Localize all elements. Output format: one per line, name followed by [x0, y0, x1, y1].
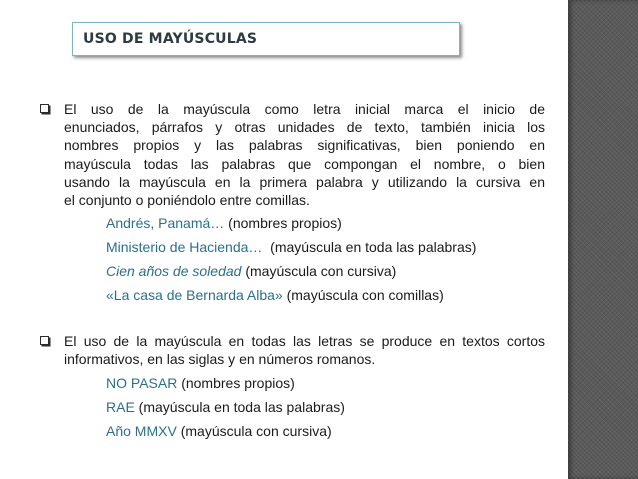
example-note: (mayúscula en toda las palabras)	[262, 239, 477, 255]
example-note: (nombres propios)	[177, 375, 295, 391]
example-line	[106, 422, 332, 440]
example-term: NO PASAR	[106, 375, 178, 391]
example-term: Cien años de soledad	[106, 263, 242, 279]
paragraph-line: El uso de la mayúscula como letra inicial marca el inicio de	[64, 101, 545, 117]
example-term: Ministerio de Hacienda…	[106, 239, 263, 255]
example-line	[106, 262, 396, 280]
bullet-square-icon	[40, 104, 49, 113]
paragraph-line: enunciados, párrafos y otras unidades de texto, también inicia los	[64, 119, 545, 136]
page-title: USO DE MAYÚSCULAS	[83, 31, 258, 47]
example-line	[106, 374, 295, 392]
bullet-paragraph-2	[64, 332, 545, 368]
example-term: Andrés, Panamá…	[106, 215, 225, 231]
example-line	[106, 238, 476, 256]
decorative-sidebar	[568, 0, 638, 479]
bullet-square-icon	[40, 336, 49, 345]
example-line	[106, 398, 345, 416]
bullet-paragraph-1	[64, 100, 545, 209]
example-line	[106, 214, 342, 232]
paragraph-line: informativos, en las siglas y en números romanos.	[64, 351, 376, 368]
paragraph-line: mayúscula todas las palabras que compongan el nombre, o bien	[64, 155, 545, 172]
paragraph-line: usando la mayúscula en la primera palabra y utilizando la cursiva en	[64, 173, 545, 190]
paragraph-line: el conjunto o poniéndolo entre comillas.	[64, 192, 310, 209]
example-note: (mayúscula en toda las palabras)	[134, 399, 345, 415]
example-term: «La casa de Bernarda Alba»	[106, 287, 283, 303]
example-term: Año MMXV	[106, 423, 177, 439]
example-note: (mayúscula con cursiva)	[176, 423, 332, 439]
example-term: RAE	[106, 399, 135, 415]
paragraph-line: nombres propios y las palabras significativas, bien poniendo en	[64, 137, 545, 154]
example-note: (mayúscula con cursiva)	[241, 263, 397, 279]
paragraph-line: El uso de la mayúscula en todas las letras se produce en textos cortos	[64, 333, 545, 349]
example-note: (nombres propios)	[224, 215, 342, 231]
title-box	[72, 22, 460, 56]
example-line	[106, 286, 444, 304]
example-note: (mayúscula con comillas)	[282, 287, 444, 303]
